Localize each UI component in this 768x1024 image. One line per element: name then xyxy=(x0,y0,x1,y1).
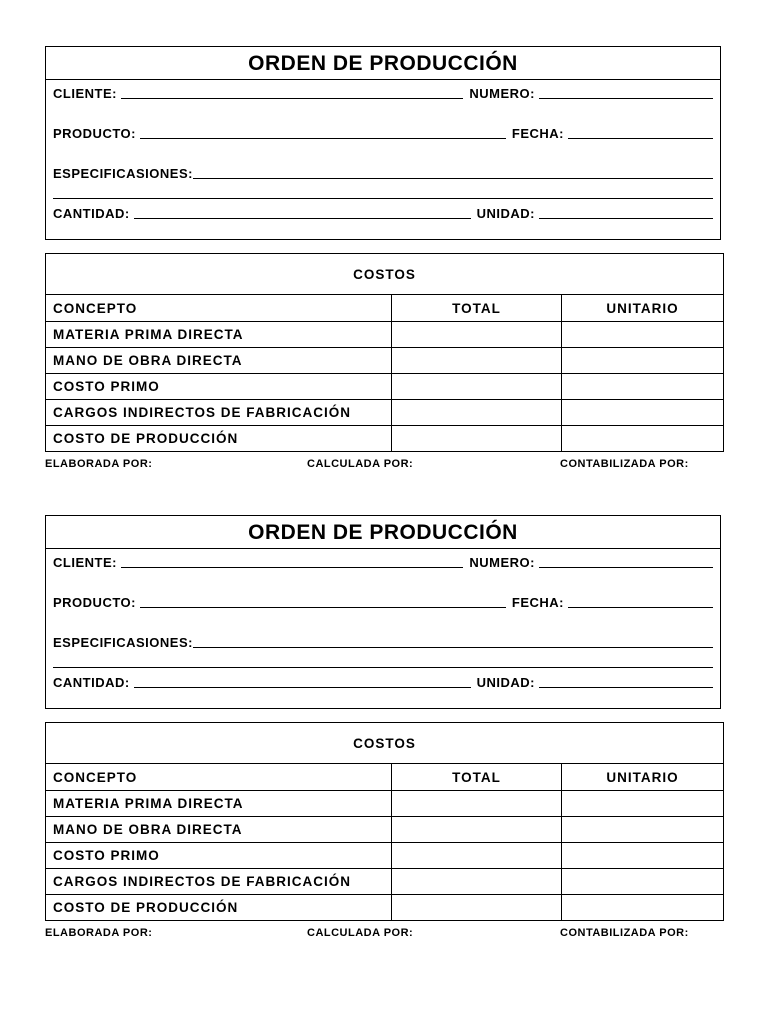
costs-columns-row xyxy=(46,764,724,791)
fecha-label: FECHA: xyxy=(511,126,564,141)
total-cell[interactable] xyxy=(392,348,562,374)
cantidad-row xyxy=(53,203,713,221)
costs-title: COSTOS xyxy=(46,723,724,764)
costs-table xyxy=(45,722,724,921)
producto-row xyxy=(53,592,713,610)
numero-field[interactable] xyxy=(539,567,713,568)
cliente-row xyxy=(53,83,713,101)
table-row xyxy=(46,895,724,921)
calculada-por-label: CALCULADA POR: xyxy=(307,458,414,470)
table-row xyxy=(46,348,724,374)
order-header-box xyxy=(45,515,721,709)
unitario-cell[interactable] xyxy=(562,869,724,895)
unitario-cell[interactable] xyxy=(562,895,724,921)
producto-label: PRODUCTO: xyxy=(53,595,136,610)
table-row xyxy=(46,869,724,895)
signature-row xyxy=(45,927,723,941)
unitario-cell[interactable] xyxy=(562,374,724,400)
column-header-concepto: CONCEPTO xyxy=(46,764,392,791)
table-row xyxy=(46,426,724,452)
cliente-field[interactable] xyxy=(121,567,463,568)
order-header-box xyxy=(45,46,721,240)
unitario-cell[interactable] xyxy=(562,400,724,426)
numero-field[interactable] xyxy=(539,98,713,99)
unidad-field[interactable] xyxy=(539,218,713,219)
costs-header-row xyxy=(46,723,724,764)
concept-cell: MATERIA PRIMA DIRECTA xyxy=(46,322,392,348)
costs-title: COSTOS xyxy=(46,254,724,295)
elaborada-por-label: ELABORADA POR: xyxy=(45,458,153,470)
total-cell[interactable] xyxy=(392,400,562,426)
numero-label: NUMERO: xyxy=(469,555,535,570)
costs-columns-row xyxy=(46,295,724,322)
total-cell[interactable] xyxy=(392,895,562,921)
total-cell[interactable] xyxy=(392,817,562,843)
especificaciones-row-2 xyxy=(53,652,713,670)
numero-label: NUMERO: xyxy=(469,86,535,101)
total-cell[interactable] xyxy=(392,843,562,869)
especificaciones-field-2[interactable] xyxy=(53,667,713,668)
unitario-cell[interactable] xyxy=(562,817,724,843)
table-row xyxy=(46,817,724,843)
cantidad-field[interactable] xyxy=(134,687,471,688)
order-title: ORDEN DE PRODUCCIÓN xyxy=(46,47,720,80)
table-row xyxy=(46,322,724,348)
contabilizada-por-label: CONTABILIZADA POR: xyxy=(560,458,689,470)
column-header-unitario: UNITARIO xyxy=(562,764,724,791)
fecha-label: FECHA: xyxy=(511,595,564,610)
order-title: ORDEN DE PRODUCCIÓN xyxy=(46,516,720,549)
unitario-cell[interactable] xyxy=(562,322,724,348)
concept-cell: COSTO PRIMO xyxy=(46,843,392,869)
concept-cell: MANO DE OBRA DIRECTA xyxy=(46,817,392,843)
especificaciones-field[interactable] xyxy=(193,647,713,648)
elaborada-por-label: ELABORADA POR: xyxy=(45,927,153,939)
cliente-label: CLIENTE: xyxy=(53,86,117,101)
fecha-field[interactable] xyxy=(568,138,713,139)
cliente-field[interactable] xyxy=(121,98,463,99)
concept-cell: COSTO DE PRODUCCIÓN xyxy=(46,895,392,921)
contabilizada-por-label: CONTABILIZADA POR: xyxy=(560,927,689,939)
concept-cell: COSTO DE PRODUCCIÓN xyxy=(46,426,392,452)
fecha-field[interactable] xyxy=(568,607,713,608)
total-cell[interactable] xyxy=(392,869,562,895)
especificaciones-field[interactable] xyxy=(193,178,713,179)
unitario-cell[interactable] xyxy=(562,791,724,817)
producto-label: PRODUCTO: xyxy=(53,126,136,141)
especificaciones-label: ESPECIFICASIONES: xyxy=(53,166,193,181)
cliente-row xyxy=(53,552,713,570)
especificaciones-row xyxy=(53,632,713,650)
table-row xyxy=(46,374,724,400)
cantidad-row xyxy=(53,672,713,690)
concept-cell: MANO DE OBRA DIRECTA xyxy=(46,348,392,374)
cantidad-field[interactable] xyxy=(134,218,471,219)
unitario-cell[interactable] xyxy=(562,843,724,869)
column-header-unitario: UNITARIO xyxy=(562,295,724,322)
total-cell[interactable] xyxy=(392,791,562,817)
table-row xyxy=(46,400,724,426)
total-cell[interactable] xyxy=(392,374,562,400)
concept-cell: CARGOS INDIRECTOS DE FABRICACIÓN xyxy=(46,869,392,895)
column-header-total: TOTAL xyxy=(392,295,562,322)
concept-cell: COSTO PRIMO xyxy=(46,374,392,400)
cliente-label: CLIENTE: xyxy=(53,555,117,570)
column-header-total: TOTAL xyxy=(392,764,562,791)
producto-field[interactable] xyxy=(140,607,506,608)
cantidad-label: CANTIDAD: xyxy=(53,206,130,221)
costs-header-row xyxy=(46,254,724,295)
producto-field[interactable] xyxy=(140,138,506,139)
concept-cell: MATERIA PRIMA DIRECTA xyxy=(46,791,392,817)
concept-cell: CARGOS INDIRECTOS DE FABRICACIÓN xyxy=(46,400,392,426)
producto-row xyxy=(53,123,713,141)
calculada-por-label: CALCULADA POR: xyxy=(307,927,414,939)
unitario-cell[interactable] xyxy=(562,426,724,452)
especificaciones-row-2 xyxy=(53,183,713,201)
unidad-label: UNIDAD: xyxy=(476,675,535,690)
especificaciones-label: ESPECIFICASIONES: xyxy=(53,635,193,650)
especificaciones-field-2[interactable] xyxy=(53,198,713,199)
table-row xyxy=(46,791,724,817)
signature-row xyxy=(45,458,723,472)
unidad-label: UNIDAD: xyxy=(476,206,535,221)
total-cell[interactable] xyxy=(392,322,562,348)
unidad-field[interactable] xyxy=(539,687,713,688)
costs-table xyxy=(45,253,724,452)
cantidad-label: CANTIDAD: xyxy=(53,675,130,690)
especificaciones-row xyxy=(53,163,713,181)
table-row xyxy=(46,843,724,869)
column-header-concepto: CONCEPTO xyxy=(46,295,392,322)
unitario-cell[interactable] xyxy=(562,348,724,374)
total-cell[interactable] xyxy=(392,426,562,452)
